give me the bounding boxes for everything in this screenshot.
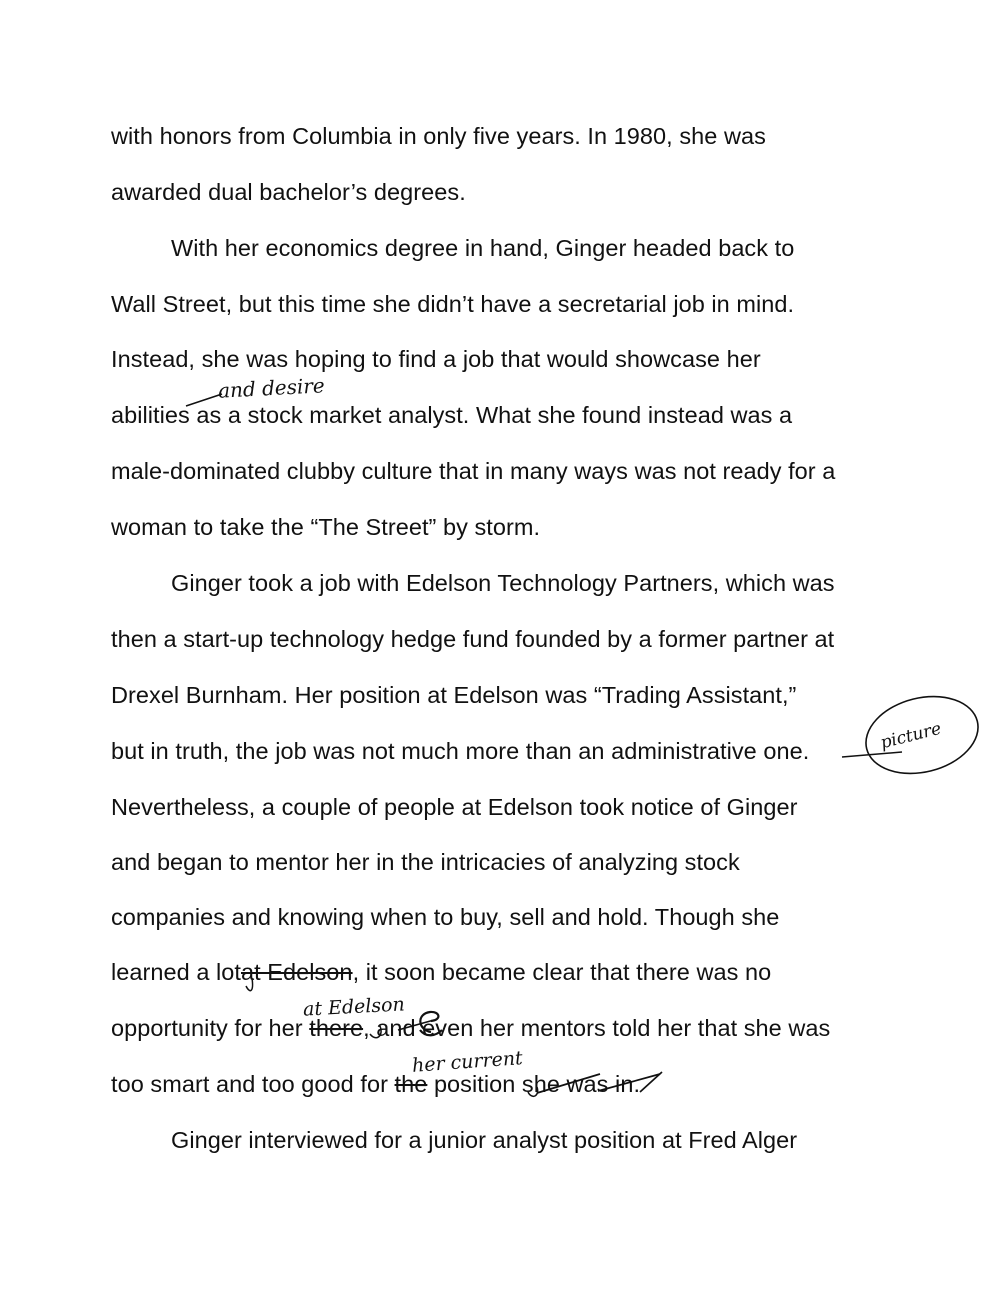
text-line: Drexel Burnham. Her position at Edelson was “Trading Assistant,” [111,682,797,708]
handwritten-insertion: her current [411,1047,524,1077]
paragraph-start-line: Ginger interviewed for a junior analyst position at Fred Alger [171,1127,798,1153]
text-segment: too smart and too good for [111,1071,395,1097]
text-segment: , and even her mentors told her that she was [363,1015,831,1041]
text-line: then a start-up technology hedge fund founded by a former partner at [111,626,835,652]
margin-pointer [842,752,902,757]
text-line: Nevertheless, a couple of people at Edelson took notice of Ginger [111,794,798,820]
handwritten-margin-note: picture [878,718,944,754]
edited-text-line [111,1070,640,1098]
text-segment: , it soon became clear that there was no [352,959,772,985]
text-line: abilities as a stock market analyst. What she found instead was a [111,402,793,428]
handwritten-insertion: at Edelson [302,993,406,1021]
text-segment: learned a lot [111,959,241,985]
edited-text-line [111,1014,830,1042]
paragraph-start-line: With her economics degree in hand, Ginger headed back to [171,235,795,261]
text-line: but in truth, the job was not much more than an administrative one. [111,738,810,764]
struck-text: there [309,1015,364,1041]
text-line: Instead, she was hoping to find a job that would showcase her [111,346,761,372]
paragraph-start-line: Ginger took a job with Edelson Technology Partners, which was [171,570,835,596]
text-segment: position she was in. [427,1071,641,1097]
text-line: male-dominated clubby culture that in many ways was not ready for a [111,458,836,484]
text-line: companies and knowing when to buy, sell and hold. Though she [111,904,780,930]
handwritten-insertion: and desire [217,373,326,403]
struck-text: the [394,1071,428,1097]
text-line: woman to take the “The Street” by storm. [111,514,541,540]
strike-mark [640,1072,662,1092]
edited-text-line [111,958,771,986]
struck-text: at Edelson [241,959,353,985]
text-segment: opportunity for her [111,1015,310,1041]
text-line: with honors from Columbia in only five years. In 1980, she was [111,123,766,149]
text-line: Wall Street, but this time she didn’t have a secretarial job in mind. [111,291,795,317]
text-line: awarded dual bachelor’s degrees. [111,179,466,205]
text-line: and began to mentor her in the intricacies of analyzing stock [111,849,740,875]
